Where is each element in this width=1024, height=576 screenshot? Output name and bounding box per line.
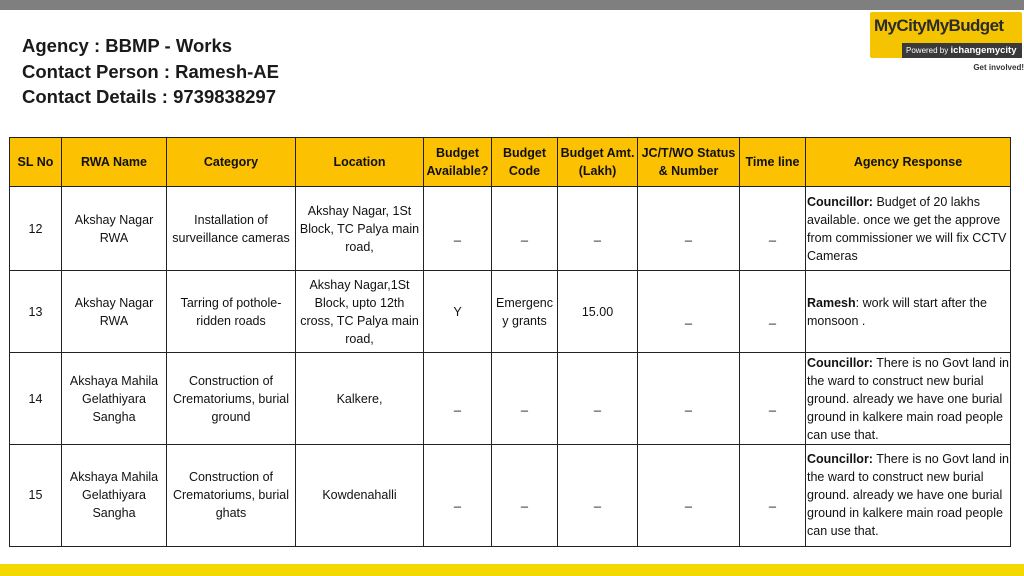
budget-code-value: _	[521, 494, 528, 509]
timeline-value: _	[769, 310, 776, 325]
cell-location: Kowdenahalli	[296, 444, 424, 546]
logo-tagline: Get involved!	[973, 63, 1024, 72]
cell-sl-no: 14	[10, 353, 62, 444]
contact-details-label: Contact Details : 9739838297	[22, 86, 276, 107]
cell-budget-available: Y	[424, 271, 492, 353]
budget-available-value: _	[454, 494, 461, 509]
response-author: Ramesh	[807, 295, 856, 310]
top-bar	[0, 0, 1024, 10]
response-text: There is no Govt land in the ward to construct new burial ground. already we have one burial ground in kalkere main road people can use that.	[807, 355, 1009, 442]
status-value: _	[685, 310, 692, 325]
budget-code-value: _	[521, 397, 528, 412]
logo-brand: ichangemycity	[950, 45, 1017, 56]
budget-amt-value: _	[594, 227, 601, 242]
cell-rwa-name: Akshay Nagar RWA	[62, 271, 167, 353]
logo-title: MyCityMyBudget	[874, 16, 1004, 35]
cell-sl-no: 12	[10, 187, 62, 271]
response-author: Councillor:	[807, 452, 873, 467]
response-author: Councillor:	[807, 355, 873, 370]
cell-sl-no: 13	[10, 271, 62, 353]
status-value: _	[685, 227, 692, 242]
contact-person-label: Contact Person : Ramesh-AE	[22, 60, 279, 82]
response-text: : work will start after the monsoon .	[807, 295, 987, 328]
cell-timeline	[740, 353, 806, 444]
cell-status	[638, 444, 740, 546]
cell-timeline	[740, 271, 806, 353]
logo-powered-strip	[902, 43, 1022, 58]
col-header-rwa-name: RWA Name	[62, 138, 167, 187]
cell-location: Kalkere,	[296, 353, 424, 444]
cell-agency-response	[806, 271, 1011, 353]
cell-location: Akshay Nagar, 1St Block, TC Palya main road,	[296, 187, 424, 271]
cell-budget-code	[492, 353, 558, 444]
col-header-category: Category	[167, 138, 296, 187]
cell-rwa-name: Akshay Nagar RWA	[62, 187, 167, 271]
budget-available-value: _	[454, 227, 461, 242]
budget-available-value: _	[454, 397, 461, 412]
cell-agency-response	[806, 187, 1011, 271]
cell-category: Tarring of pothole-ridden roads	[167, 271, 296, 353]
col-header-sl-no: SL No	[10, 138, 62, 187]
budget-amt-value: _	[594, 397, 601, 412]
cell-rwa-name: Akshaya Mahila Gelathiyara Sangha	[62, 353, 167, 444]
col-header-status: JC/T/WO Status & Number	[638, 138, 740, 187]
status-value: _	[685, 397, 692, 412]
cell-category: Construction of Crematoriums, burial ghats	[167, 444, 296, 546]
cell-budget-code	[492, 187, 558, 271]
col-header-budget-available: Budget Available?	[424, 138, 492, 187]
cell-budget-available	[424, 444, 492, 546]
timeline-value: _	[769, 494, 776, 509]
cell-status	[638, 353, 740, 444]
cell-budget-available	[424, 353, 492, 444]
cell-category: Construction of Crematoriums, burial ground	[167, 353, 296, 444]
cell-sl-no: 15	[10, 444, 62, 546]
timeline-value: _	[769, 397, 776, 412]
table-row	[10, 353, 1011, 444]
cell-budget-amt	[558, 444, 638, 546]
cell-budget-code	[492, 444, 558, 546]
agency-label: Agency : BBMP - Works	[22, 35, 233, 56]
cell-budget-amt	[558, 187, 638, 271]
logo-powered-by: Powered by	[906, 46, 949, 55]
bottom-bar	[0, 564, 1024, 576]
table-row	[10, 187, 1011, 271]
cell-budget-amt: 15.00	[558, 271, 638, 353]
budget-amt-value: _	[594, 494, 601, 509]
works-table	[9, 137, 1011, 547]
status-value: _	[685, 494, 692, 509]
response-text: There is no Govt land in the ward to construct new burial ground. already we have one burial ground in kalkere main road people can use that.	[807, 452, 1009, 539]
col-header-budget-amt: Budget Amt. (Lakh)	[558, 138, 638, 187]
cell-timeline	[740, 444, 806, 546]
cell-agency-response	[806, 353, 1011, 444]
cell-budget-available	[424, 187, 492, 271]
cell-status	[638, 187, 740, 271]
response-text: Budget of 20 lakhs available. once we get the approve from commissioner we will fix CCTV Cameras	[807, 194, 1007, 263]
cell-agency-response	[806, 444, 1011, 546]
budget-code-value: _	[521, 227, 528, 242]
cell-timeline	[740, 187, 806, 271]
timeline-value: _	[769, 227, 776, 242]
cell-location: Akshay Nagar,1St Block, upto 12th cross, TC Palya main road,	[296, 271, 424, 353]
cell-budget-code: Emergency grants	[492, 271, 558, 353]
cell-category: Installation of surveillance cameras	[167, 187, 296, 271]
mycitymybudget-logo	[870, 12, 1024, 74]
col-header-budget-code: Budget Code	[492, 138, 558, 187]
cell-rwa-name: Akshaya Mahila Gelathiyara Sangha	[62, 444, 167, 546]
cell-status	[638, 271, 740, 353]
table-header-row	[10, 138, 1011, 187]
col-header-location: Location	[296, 138, 424, 187]
col-header-timeline: Time line	[740, 138, 806, 187]
cell-budget-amt	[558, 353, 638, 444]
contact-info	[22, 33, 279, 110]
response-author: Councillor:	[807, 194, 873, 209]
table-row	[10, 444, 1011, 546]
col-header-agency-response: Agency Response	[806, 138, 1011, 187]
logo-badge	[870, 12, 1022, 58]
table-row	[10, 271, 1011, 353]
